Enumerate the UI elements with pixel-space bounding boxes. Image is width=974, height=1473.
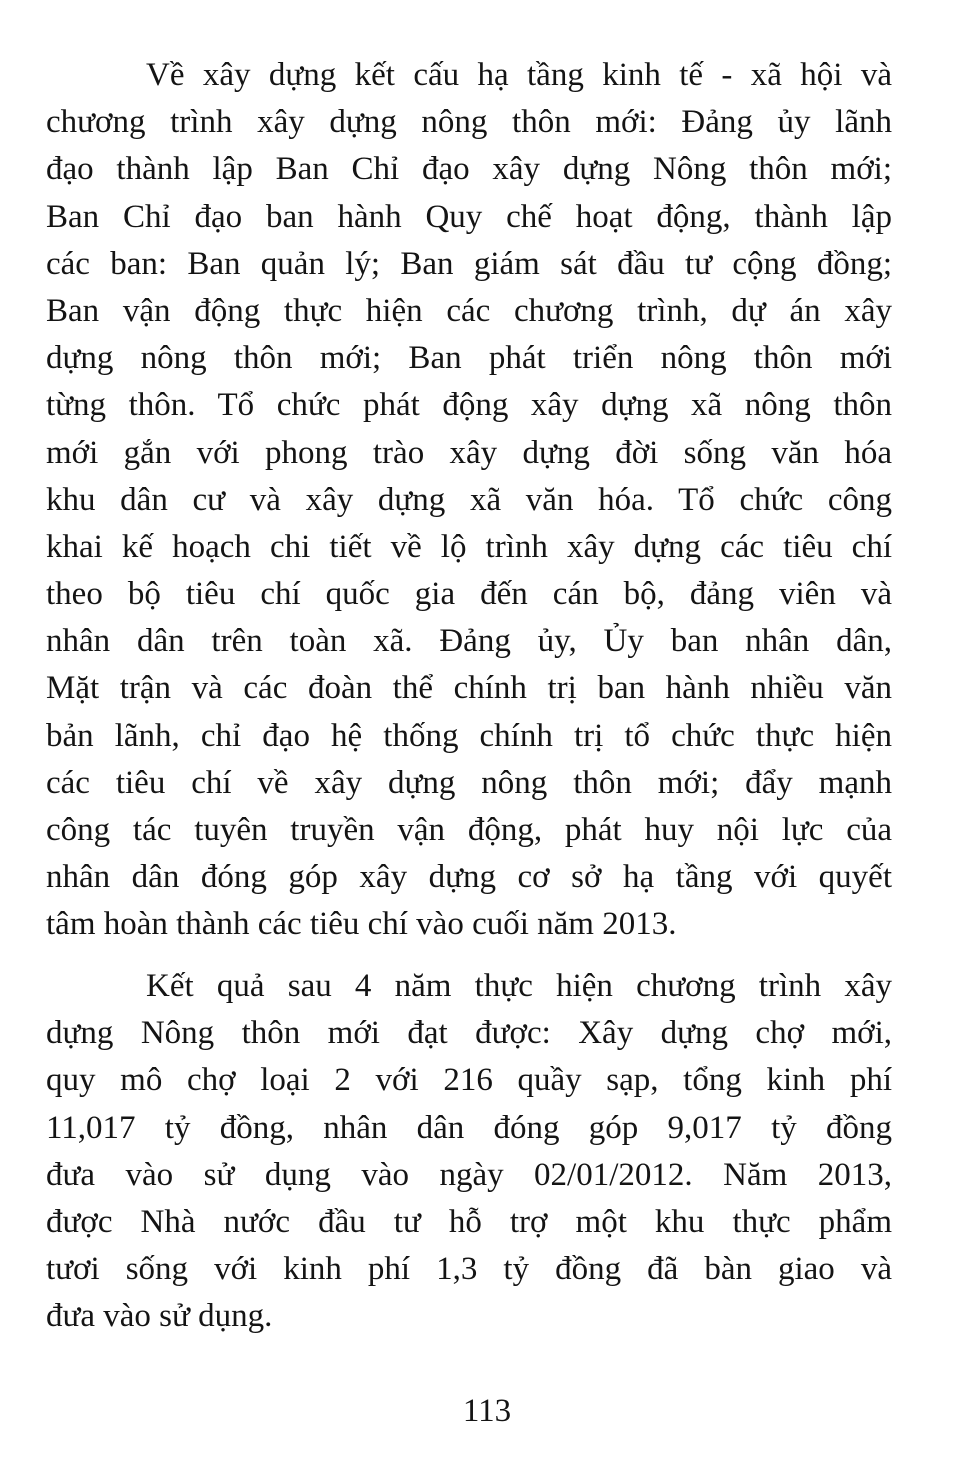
text-line: quy mô chợ loại 2 với 216 quầy sạp, tổng kinh phí bbox=[46, 1062, 892, 1099]
text-line: đưa vào sử dụng. bbox=[46, 1298, 273, 1335]
text-line: Ban Chỉ đạo ban hành Quy chế hoạt động, thành lập bbox=[46, 198, 892, 235]
text-line: dựng nông thôn mới; Ban phát triển nông thôn mới bbox=[46, 340, 892, 377]
text-line: Về xây dựng kết cấu hạ tầng kinh tế - xã hội và bbox=[146, 57, 892, 93]
text-line: đưa vào sử dụng vào ngày 02/01/2012. Năm 2013, bbox=[46, 1156, 892, 1193]
text-line: chương trình xây dựng nông thôn mới: Đảng ủy lãnh bbox=[46, 104, 892, 141]
text-line: tươi sống với kinh phí 1,3 tỷ đồng đã bàn giao và bbox=[46, 1251, 892, 1288]
text-line: 11,017 tỷ đồng, nhân dân đóng góp 9,017 tỷ đồng bbox=[46, 1109, 892, 1146]
text-line: nhân dân đóng góp xây dựng cơ sở hạ tầng với quyết bbox=[46, 859, 892, 896]
text-line: Kết quả sau 4 năm thực hiện chương trình xây bbox=[146, 968, 892, 1004]
paragraph-results bbox=[46, 963, 892, 1341]
text-line: mới gắn với phong trào xây dựng đời sống văn hóa bbox=[46, 434, 892, 471]
text-line: khai kế hoạch chi tiết về lộ trình xây dựng các tiêu chí bbox=[46, 528, 892, 565]
text-line: theo bộ tiêu chí quốc gia đến cán bộ, đảng viên và bbox=[46, 576, 892, 613]
text-line: được Nhà nước đầu tư hỗ trợ một khu thực phẩm bbox=[46, 1203, 892, 1240]
text-line: nhân dân trên toàn xã. Đảng ủy, Ủy ban nhân dân, bbox=[46, 623, 892, 660]
text-line: khu dân cư và xây dựng xã văn hóa. Tổ chức công bbox=[46, 481, 892, 518]
text-line: Ban vận động thực hiện các chương trình, dự án xây bbox=[46, 292, 892, 329]
text-line: dựng Nông thôn mới đạt được: Xây dựng chợ mới, bbox=[46, 1015, 892, 1052]
text-line: tâm hoàn thành các tiêu chí vào cuối năm 2013. bbox=[46, 906, 677, 943]
paragraph-infrastructure bbox=[46, 52, 892, 949]
text-line: bản lãnh, chỉ đạo hệ thống chính trị tổ chức thực hiện bbox=[46, 717, 892, 754]
text-line: Mặt trận và các đoàn thể chính trị ban hành nhiều văn bbox=[46, 670, 892, 707]
text-line: các tiêu chí về xây dựng nông thôn mới; đẩy mạnh bbox=[46, 764, 892, 801]
text-line: đạo thành lập Ban Chỉ đạo xây dựng Nông thôn mới; bbox=[46, 151, 892, 188]
text-line: các ban: Ban quản lý; Ban giám sát đầu tư cộng đồng; bbox=[46, 245, 892, 282]
page-number: 113 bbox=[462, 1393, 512, 1429]
text-line: từng thôn. Tổ chức phát động xây dựng xã nông thôn bbox=[46, 387, 892, 424]
text-line: công tác tuyên truyền vận động, phát huy nội lực của bbox=[46, 812, 892, 848]
